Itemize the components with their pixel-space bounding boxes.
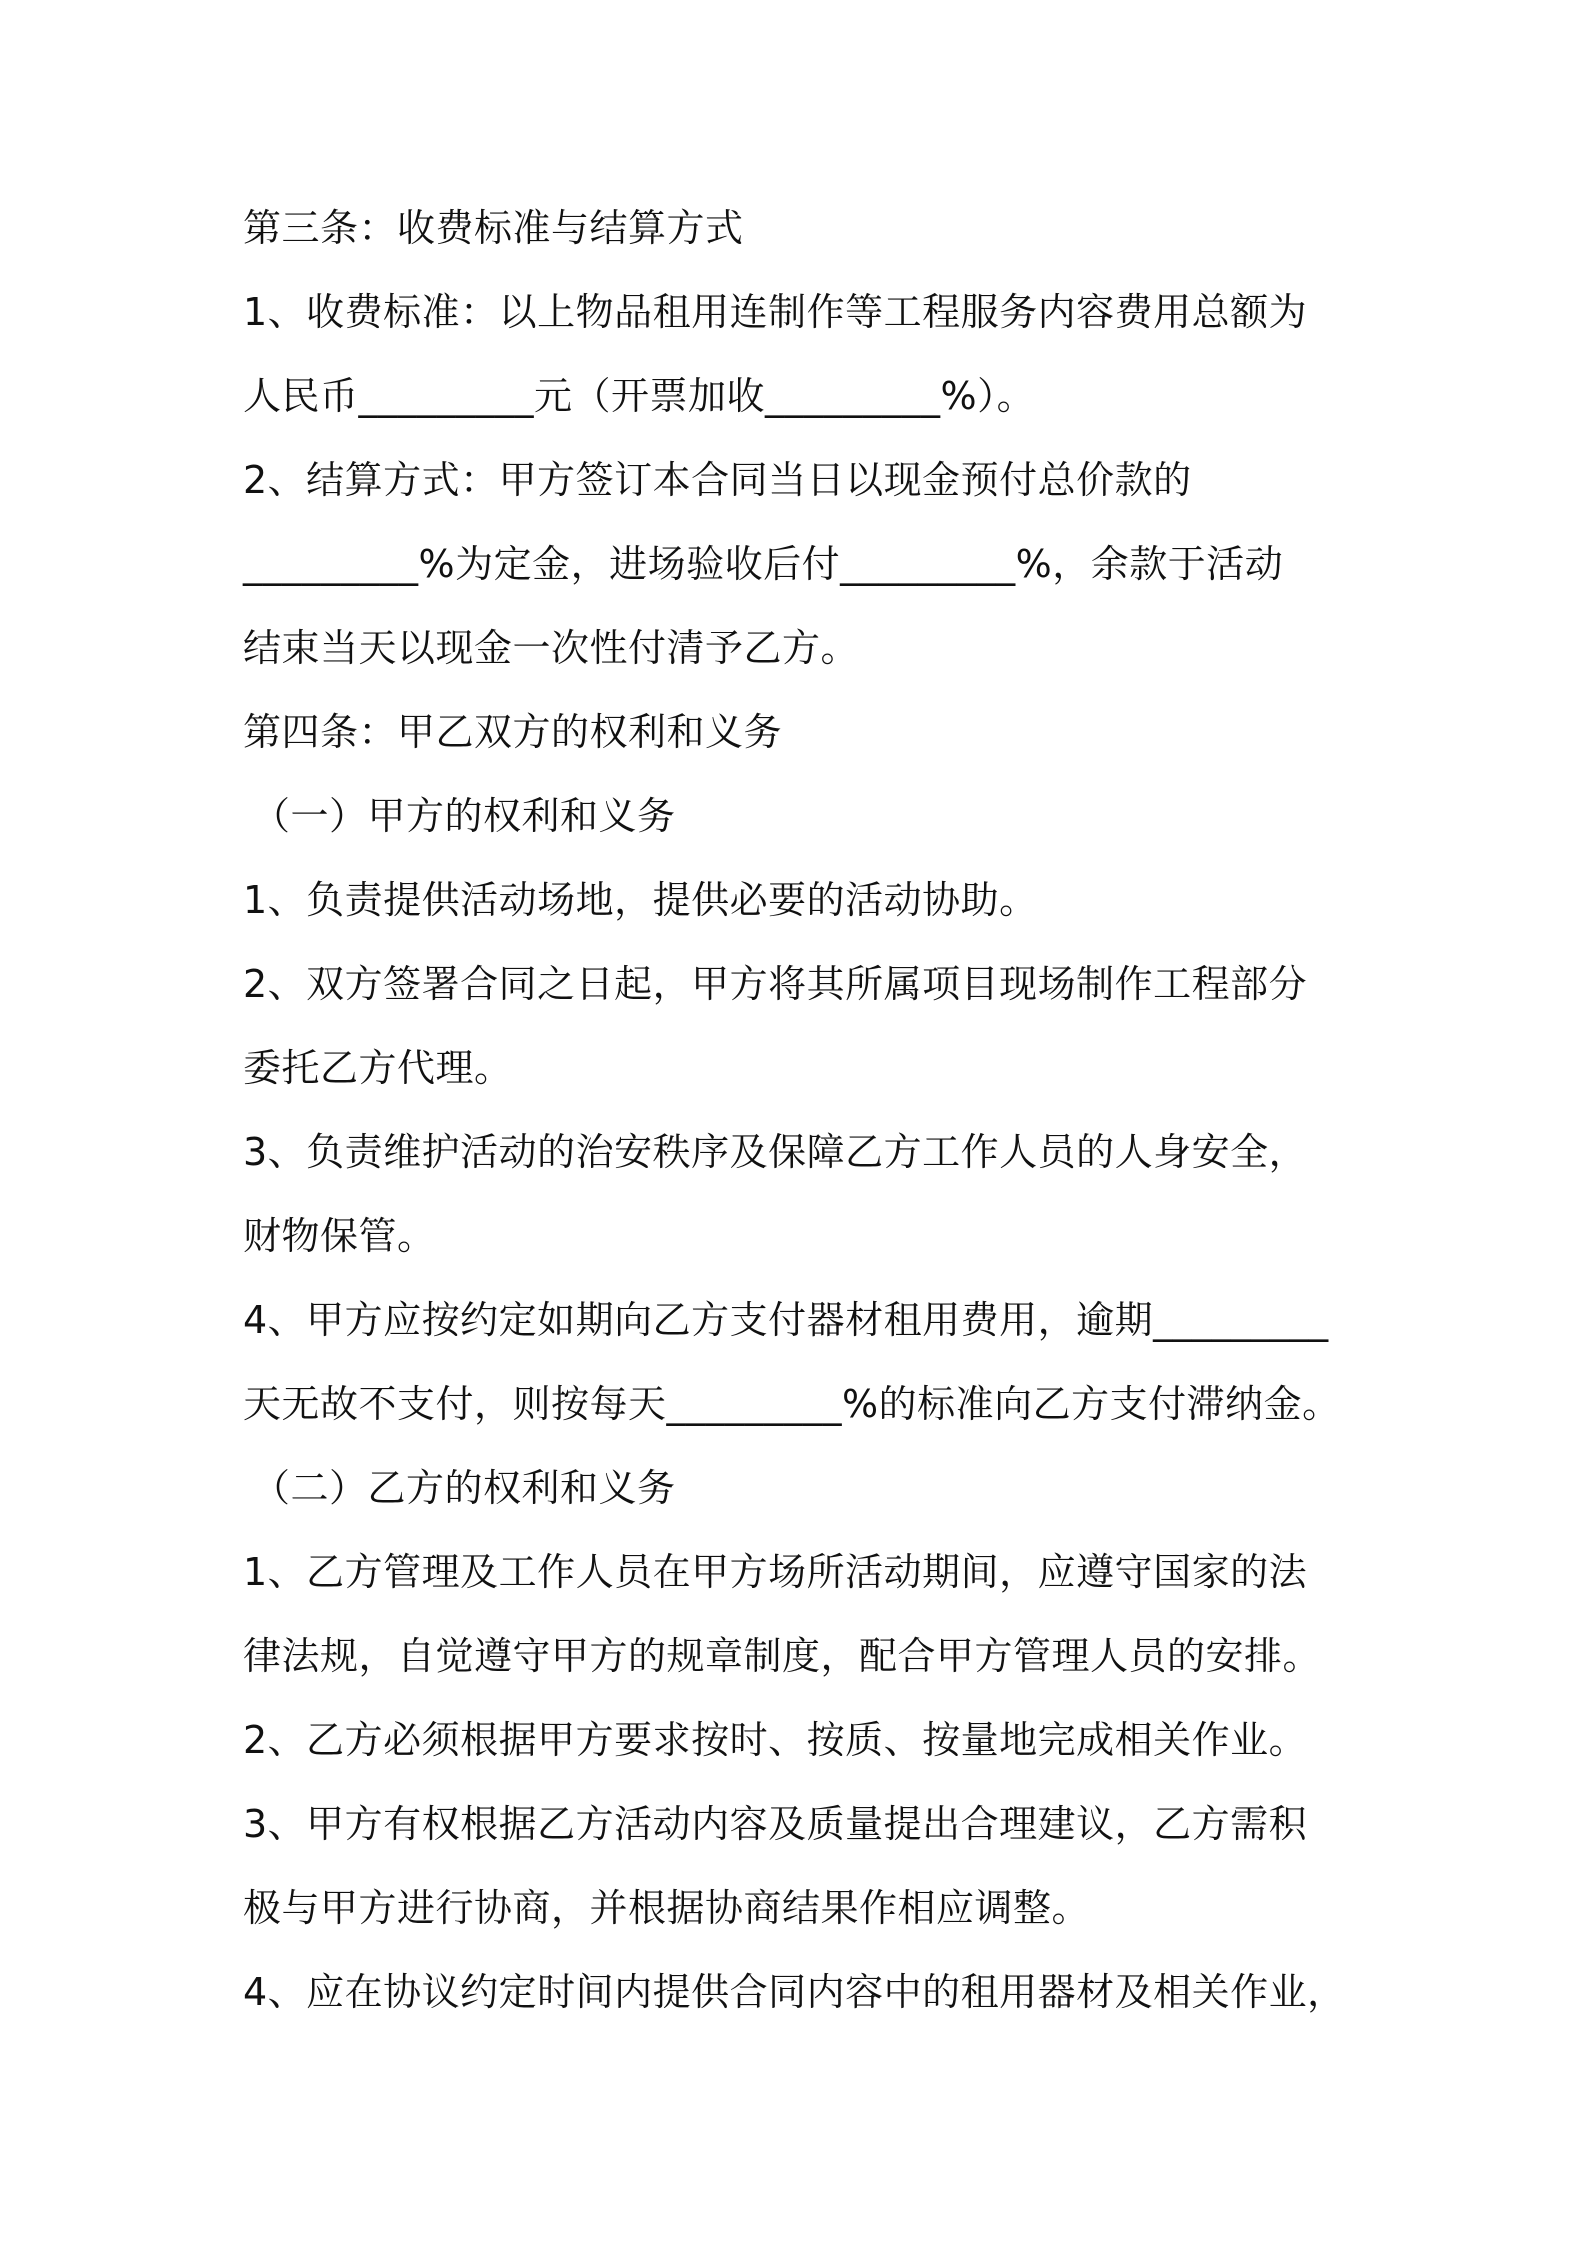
party-a-clause-4-line-2: 天无故不支付，则按每天_________%的标准向乙方支付滞纳金。 (243, 1382, 1341, 1426)
article-3-heading: 第三条：收费标准与结算方式 (243, 206, 744, 250)
clause-3-1-line-1: 1、收费标准：以上物品租用连制作等工程服务内容费用总额为 (243, 290, 1308, 334)
party-a-clause-2-line-1: 2、双方签署合同之日起，甲方将其所属项目现场制作工程部分 (243, 962, 1308, 1006)
party-a-clause-2-line-2: 委托乙方代理。 (243, 1046, 513, 1090)
party-b-clause-4-line-1: 4、应在协议约定时间内提供合同内容中的租用器材及相关作业， (243, 1970, 1346, 2014)
party-a-clause-3-line-2: 财物保管。 (243, 1214, 436, 1258)
clause-3-2-line-3: 结束当天以现金一次性付清予乙方。 (243, 626, 860, 670)
party-b-clause-3-line-2: 极与甲方进行协商，并根据协商结果作相应调整。 (243, 1886, 1091, 1930)
party-b-clause-2: 2、乙方必须根据甲方要求按时、按质、按量地完成相关作业。 (243, 1718, 1308, 1762)
clause-3-2-line-2: _________%为定金，进场验收后付_________%，余款于活动 (243, 542, 1284, 586)
party-a-clause-4-line-1: 4、甲方应按约定如期向乙方支付器材租用费用，逾期_________ (243, 1298, 1329, 1342)
section-party-a-heading: （一）甲方的权利和义务 (252, 794, 676, 838)
section-party-b-heading: （二）乙方的权利和义务 (252, 1466, 676, 1510)
clause-3-1-line-2: 人民币_________元（开票加收_________%）。 (243, 374, 1036, 418)
party-a-clause-1: 1、负责提供活动场地，提供必要的活动协助。 (243, 878, 1038, 922)
party-b-clause-3-line-1: 3、甲方有权根据乙方活动内容及质量提出合理建议，乙方需积 (243, 1802, 1308, 1846)
clause-3-2-line-1: 2、结算方式：甲方签订本合同当日以现金预付总价款的 (243, 458, 1192, 502)
party-b-clause-1-line-1: 1、乙方管理及工作人员在甲方场所活动期间，应遵守国家的法 (243, 1550, 1308, 1594)
article-4-heading: 第四条：甲乙双方的权利和义务 (243, 710, 783, 754)
party-a-clause-3-line-1: 3、负责维护活动的治安秩序及保障乙方工作人员的人身安全， (243, 1130, 1308, 1174)
party-b-clause-1-line-2: 律法规，自觉遵守甲方的规章制度，配合甲方管理人员的安排。 (243, 1634, 1322, 1678)
